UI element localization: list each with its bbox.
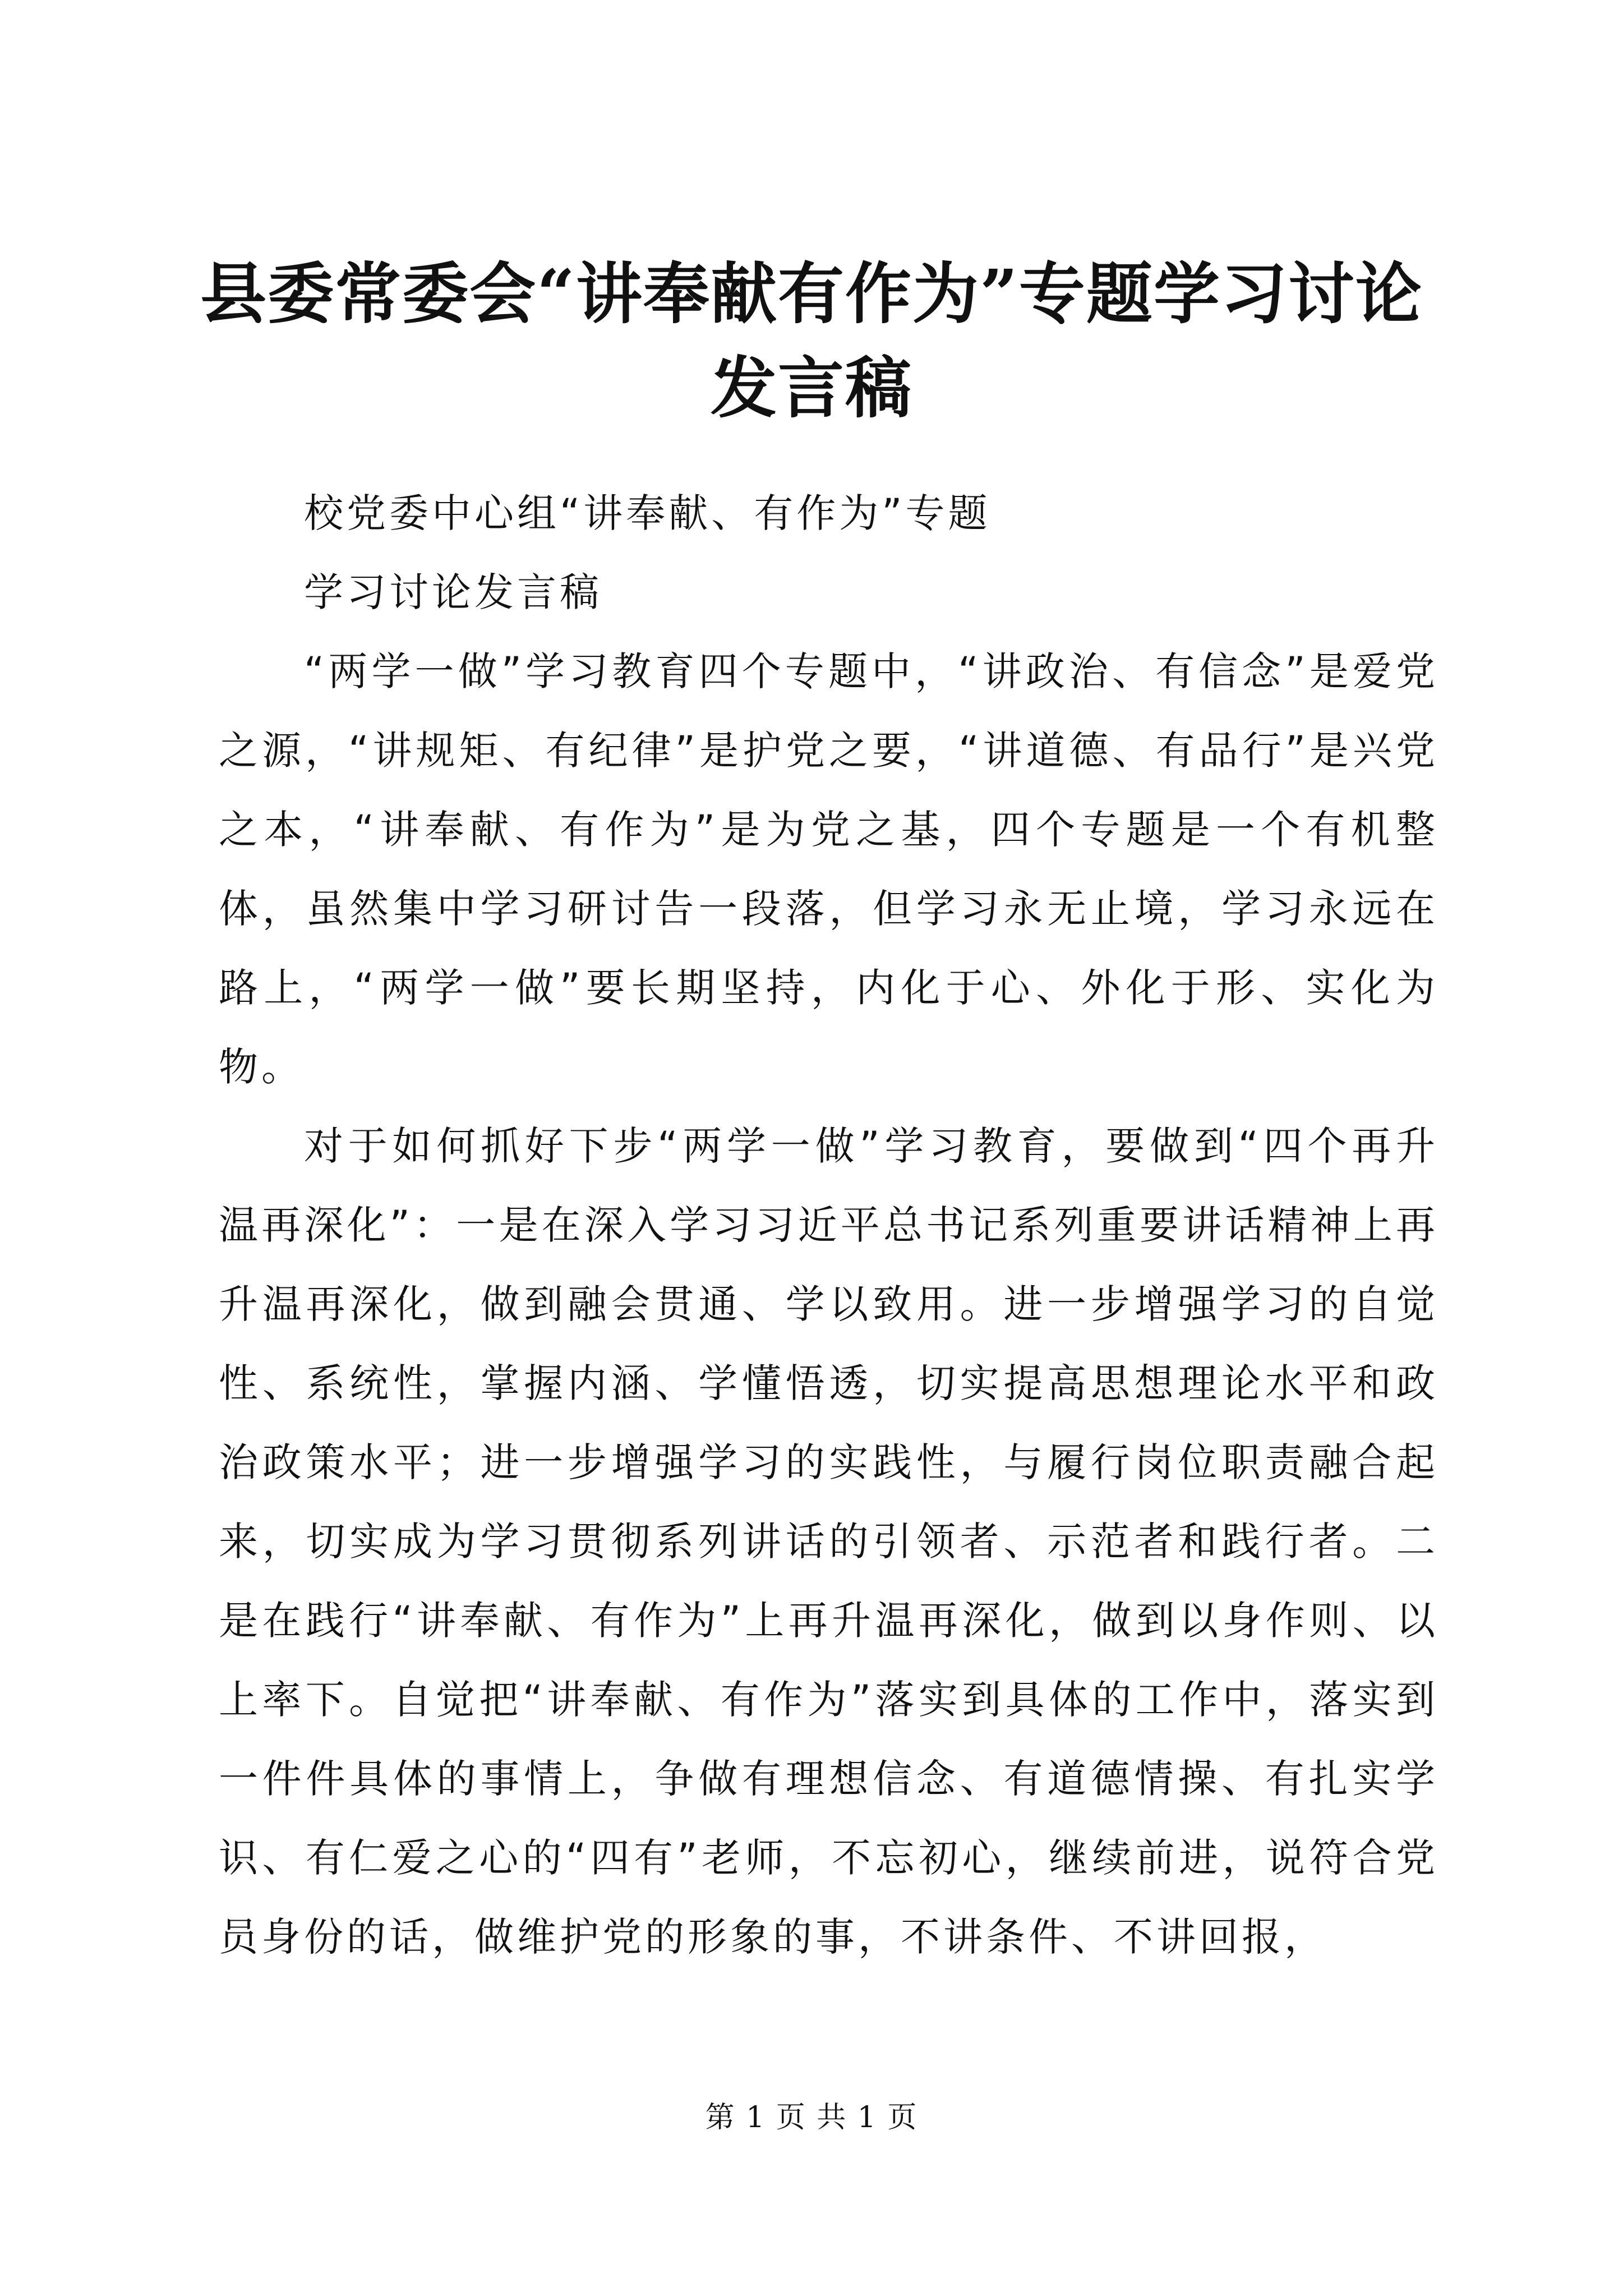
paragraph-subtitle-line-2: 学习讨论发言稿 xyxy=(304,569,602,615)
document-body xyxy=(219,474,1438,1977)
paragraph-intro: “两学一做”学习教育四个专题中，“讲政治、有信念”是爱党之源，“讲规矩、有纪律”是护党之要，“讲道德、有品行”是兴党之本，“讲奉献、有作为”是为党之基，四个专题是一个有机整体，虽然集中学习研讨告一段落，但学习永无止境，学习永远在路上，“两学一做”要长期坚持，内化于心、外化于形、实化为物。 xyxy=(219,648,1438,1090)
paragraph-subtitle-line-1: 校党委中心组“讲奉献、有作为”专题 xyxy=(304,490,991,536)
document-title: 县委常委会“讲奉献有作为”专题学习讨论发言稿 xyxy=(200,255,1423,427)
page-footer: 第 1 页 共 1 页 xyxy=(705,2101,918,2134)
paragraph-main: 对于如何抓好下步“两学一做”学习教育，要做到“四个再升温再深化”：一是在深入学习习近平总书记系列重要讲话精神上再升温再深化，做到融会贯通、学以致用。进一步增强学习的自觉性、系统性，掌握内涵、学懂悟透，切实提高思想理论水平和政治政策水平；进一步增强学习的实践性，与履行岗位职责融合起来，切实成为学习贯彻系列讲话的引领者、示范者和践行者。二是在践行“讲奉献、有作为”上再升温再深化，做到以身作则、以上率下。自觉把“讲奉献、有作为”落实到具体的工作中，落实到一件件具体的事情上，争做有理想信念、有道德情操、有扎实学识、有仁爱之心的“四有”老师，不忘初心，继续前进，说符合党员身份的话，做维护党的形象的事，不讲条件、不讲回报， xyxy=(219,1123,1438,1960)
